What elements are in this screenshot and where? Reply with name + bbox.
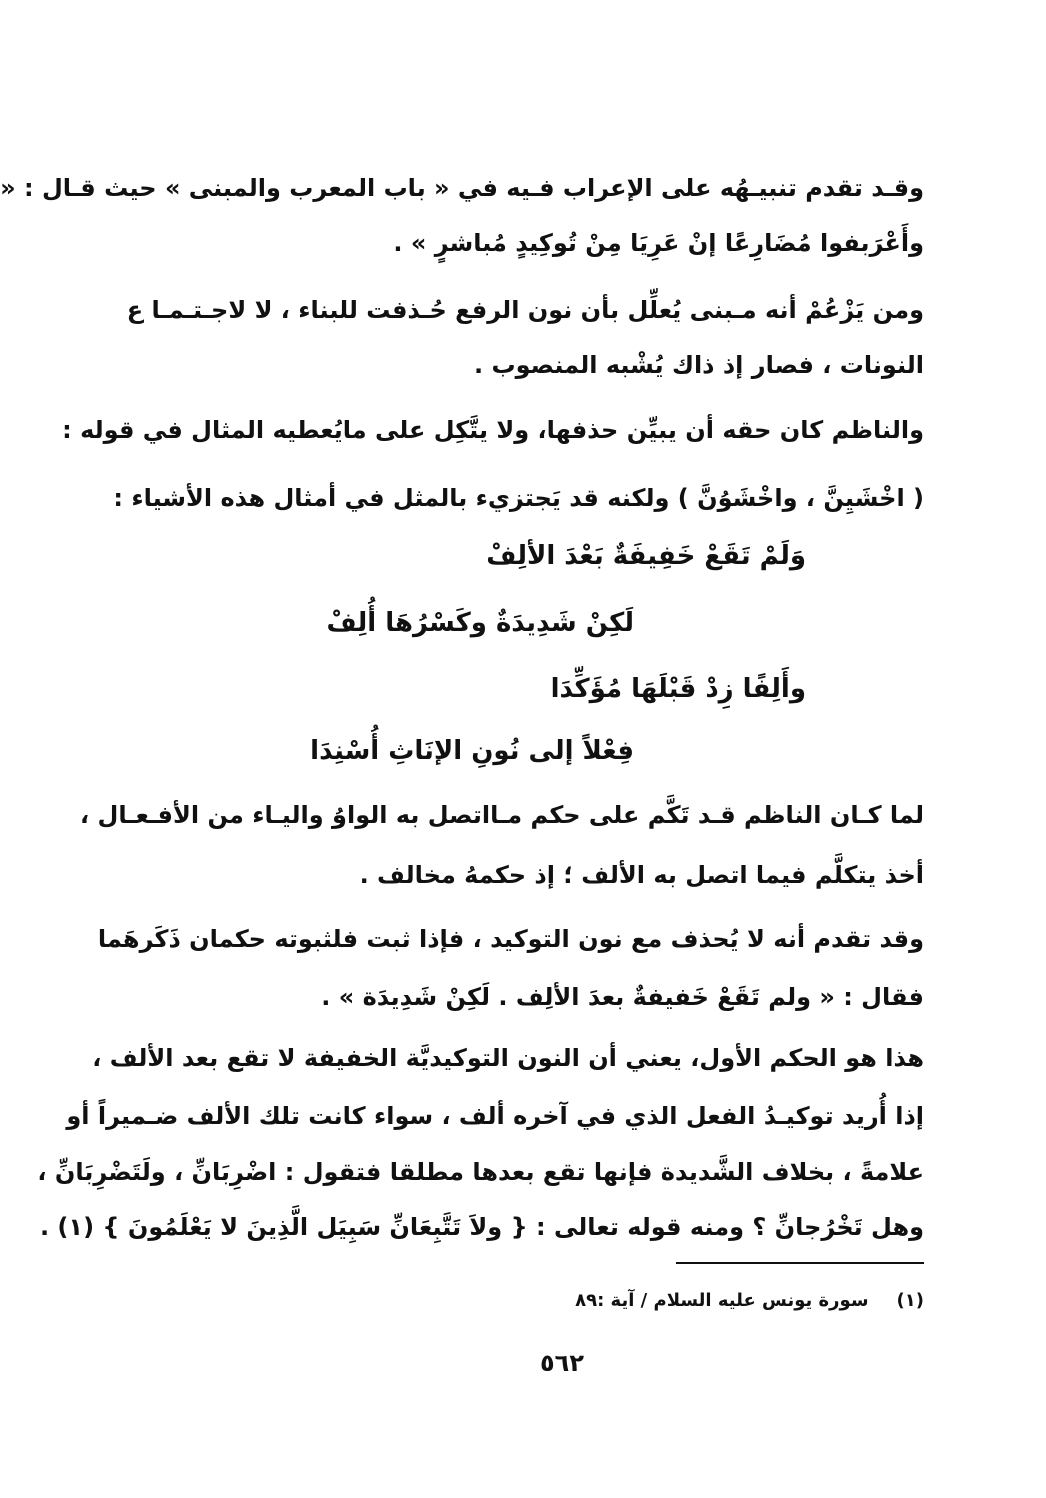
paragraph-6-line-3: علامةً ، بخلاف الشَّديدة فإنها تقع بعدها مطلقا فتقول : اضْرِبَانِّ ، ولَتَضْرِبَانِّ ،	[37, 1158, 924, 1186]
footnote-divider	[676, 1262, 924, 1264]
verse-line-2: لَكِنْ شَدِيدَةٌ وكَسْرُهَا أُلِفْ	[326, 608, 634, 638]
verse-line-1: وَلَمْ تَقَعْ خَفِيفَةٌ بَعْدَ الألِفْ	[486, 541, 806, 571]
paragraph-1-line-2: وأَعْرَبفوا مُضَارِعًا إنْ عَرِيَا مِنْ تُوكِيدٍ مُباشرٍ » .	[393, 229, 924, 257]
paragraph-6-line-4: وهل تَخْرُجانِّ ؟ ومنه قوله تعالى : { ولاَ تَتَّبِعَانِّ سَبِيَل الَّذِينَ لا يَعْلَمُونَ } (١) .	[39, 1213, 924, 1241]
footnote	[575, 1287, 924, 1315]
verse-line-4: فِعْلاً إلى نُونِ الإنَاثِ أُسْنِدَا	[310, 736, 634, 766]
paragraph-6-line-2: إذا أُريد توكيـدُ الفعل الذي في آخره ألف ، سواء كانت تلك الألف ضـميراً أو	[66, 1102, 924, 1130]
page-number: ٥٦٢	[540, 1349, 584, 1377]
paragraph-4-line-2: أخذ يتكلَّم فيما اتصل به الألف ؛ إذ حكمهُ مخالف .	[359, 861, 924, 889]
paragraph-1-line-1: وقـد تقدم تنبيـهُه على الإعراب فـيه في « باب المعرب والمبنى » حيث قـال : «	[0, 174, 924, 202]
footnote-text: سورة يونس عليه السلام / آية :٨٩	[575, 1290, 869, 1311]
paragraph-3-line-1: والناظم كان حقه أن يبيِّن حذفها، ولا يتَّكِل على مايُعطيه المثال في قوله :	[62, 416, 924, 444]
footnote-number: (١)	[896, 1290, 924, 1311]
paragraph-4-line-1: لما كـان الناظم قـد تَكَّم على حكم مـااتصل به الواوُ واليـاء من الأفـعـال ،	[80, 801, 924, 829]
verse-line-3: وأَلِفًا زِدْ قَبْلَهَا مُؤَكِّدَا	[550, 674, 806, 704]
paragraph-2-line-1: ومن يَزْعُمْ أنه مـبنى يُعلِّل بأن نون الرفع حُـذفت للبناء ، لا لاجـتـمـا ع	[126, 296, 924, 324]
paragraph-2-line-2: النونات ، فصار إذ ذاك يُشْبه المنصوب .	[474, 351, 924, 379]
paragraph-3-line-2: ( اخْشَيِنَّ ، واخْشَوُنَّ ) ولكنه قد يَجتزيء بالمثل في أمثال هذه الأشياء :	[113, 484, 924, 512]
paragraph-6-line-1: هذا هو الحكم الأول، يعني أن النون التوكيديَّة الخفيفة لا تقع بعد الألف ،	[92, 1044, 924, 1072]
paragraph-5-line-1: وقد تقدم أنه لا يُحذف مع نون التوكيد ، فإذا ثبت فلثبوته حكمان ذَكَرهَما	[97, 925, 924, 953]
paragraph-5-line-2: فقال : « ولم تَقَعْ خَفيفةٌ بعدَ الألِف . لَكِنْ شَدِيدَة » .	[321, 983, 924, 1011]
